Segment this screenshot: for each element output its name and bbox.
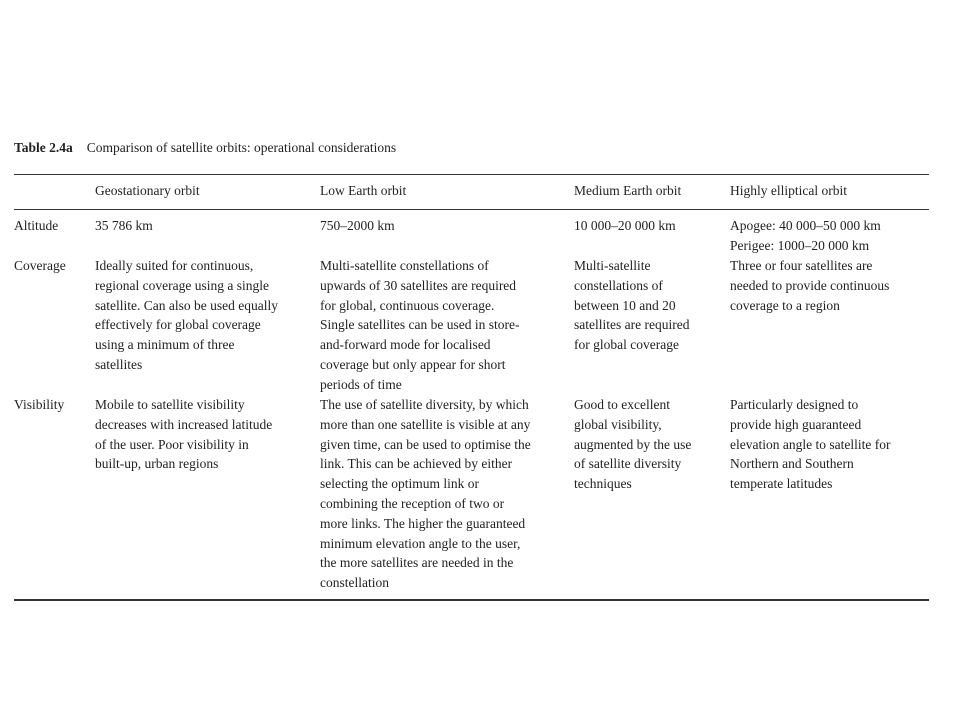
column-header-highly-elliptical: Highly elliptical orbit (730, 183, 847, 198)
row-label-visibility: Visibility (14, 397, 65, 412)
cell-visibility-low-earth: The use of satellite diversity, by which more than one satellite is visible at any given time, can be used to optimise the link. This can be achieved by either selecting the optimum link or combining the reception of two or more links. The higher the guaranteed minimum elevation angle to the user, the more satellites are needed in the constellation (320, 397, 531, 591)
table-header-rule (14, 209, 929, 210)
table-label: Table 2.4a (14, 140, 73, 155)
cell-altitude-highly-elliptical: Apogee: 40 000–50 000 km Perigee: 1000–20 000 km (730, 218, 881, 253)
cell-coverage-geostationary: Ideally suited for continuous, regional coverage using a single satellite. Can also be used equally effectively for global coverage using a minimum of three satellites (95, 258, 278, 372)
table-top-rule (14, 174, 929, 175)
column-header-low-earth: Low Earth orbit (320, 183, 407, 198)
cell-altitude-medium-earth: 10 000–20 000 km (574, 218, 676, 233)
column-header-medium-earth: Medium Earth orbit (574, 183, 682, 198)
cell-altitude-low-earth: 750–2000 km (320, 218, 395, 233)
cell-coverage-medium-earth: Multi-satellite constellations of between 10 and 20 satellites are required for global coverage (574, 258, 690, 353)
cell-coverage-highly-elliptical: Three or four satellites are needed to provide continuous coverage to a region (730, 258, 890, 313)
row-label-coverage: Coverage (14, 258, 66, 273)
row-label-altitude: Altitude (14, 218, 59, 233)
table-title: Comparison of satellite orbits: operational considerations (86, 140, 397, 155)
cell-visibility-geostationary: Mobile to satellite visibility decreases with increased latitude of the user. Poor visibility in built-up, urban regions (95, 397, 273, 472)
cell-visibility-medium-earth: Good to excellent global visibility, augmented by the use of satellite diversity techniques (574, 397, 692, 492)
cell-coverage-low-earth: Multi-satellite constellations of upwards of 30 satellites are required for global, continuous coverage. Single satellites can be used in store- and-forward mode for localised coverage but only appear for short periods of time (320, 258, 520, 392)
table-caption (14, 139, 396, 157)
table-bottom-rule (14, 599, 929, 601)
cell-visibility-highly-elliptical: Particularly designed to provide high guaranteed elevation angle to satellite for Northern and Southern temperate latitudes (730, 397, 891, 492)
cell-altitude-geostationary: 35 786 km (95, 218, 153, 233)
column-header-geostationary: Geostationary orbit (95, 183, 200, 198)
